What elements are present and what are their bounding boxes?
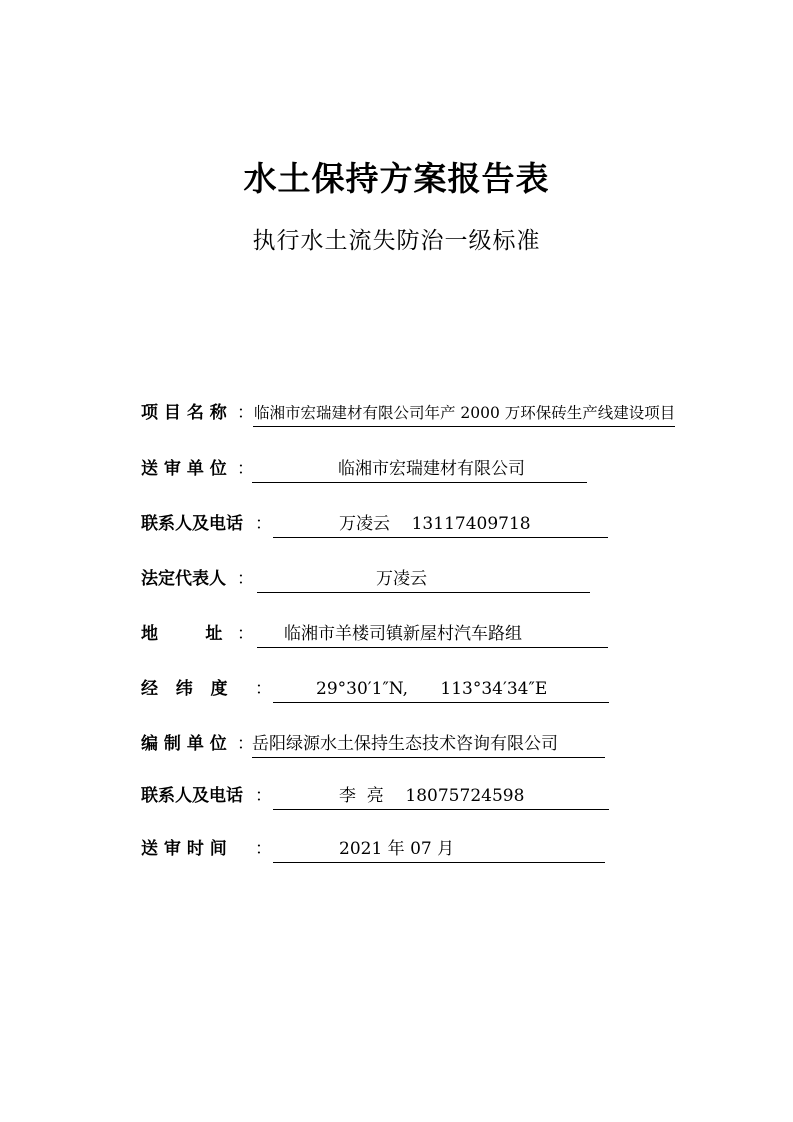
field-value-submission-date: 2021 年 07 月 <box>339 839 455 859</box>
field-value-contact-phone-2: 李 亮 18075724598 <box>339 786 525 806</box>
field-value-contact-phone: 万凌云 13117409718 <box>339 514 531 534</box>
field-colon: ： <box>255 839 272 859</box>
field-colon: ： <box>255 514 272 534</box>
field-colon: ： <box>237 569 254 589</box>
field-colon: ： <box>237 624 254 644</box>
field-value-preparing-unit: 岳阳绿源水土保持生态技术咨询有限公司 <box>252 734 558 754</box>
field-label-contact-phone: 联系人及电话 <box>141 514 243 534</box>
document-title: 水土保持方案报告表 <box>243 159 550 198</box>
field-colon: ： <box>237 734 254 754</box>
field-label-submission-date: 送 审 时 间 <box>141 839 227 859</box>
field-label-contact-phone-2: 联系人及电话 <box>141 786 243 806</box>
field-row-address <box>141 620 621 648</box>
field-value-submitting-unit: 临湘市宏瑞建材有限公司 <box>338 459 525 479</box>
field-label-preparing-unit: 编 制 单 位 <box>141 734 227 754</box>
field-row-coordinates <box>141 675 621 703</box>
field-row-preparing-unit <box>141 730 621 758</box>
field-row-legal-representative <box>141 565 601 593</box>
field-value-project-name: 临湘市宏瑞建材有限公司年产 2000 万环保砖生产线建设项目 <box>254 404 676 422</box>
document-subtitle: 执行水土流失防治一级标准 <box>252 228 541 254</box>
field-row-submitting-unit <box>141 455 601 483</box>
field-value-legal-representative: 万凌云 <box>376 569 427 589</box>
field-colon: ： <box>237 459 254 479</box>
field-label-legal-representative: 法定代表人 <box>141 569 226 589</box>
field-row-submission-date <box>141 835 621 863</box>
field-label-address: 地 址 <box>141 624 223 644</box>
field-row-contact-phone-2 <box>141 782 621 810</box>
field-value-coordinates: 29°30′1″N, 113°34′34″E <box>316 679 548 699</box>
field-colon: ： <box>255 679 272 699</box>
field-label-project-name: 项 目 名 称 <box>141 403 227 423</box>
field-colon: ： <box>255 786 272 806</box>
field-label-submitting-unit: 送 审 单 位 <box>141 459 227 479</box>
field-row-contact-phone <box>141 510 621 538</box>
field-colon: ： <box>237 403 254 423</box>
field-label-coordinates: 经 纬 度 <box>141 679 228 699</box>
field-value-address: 临湘市羊楼司镇新屋村汽车路组 <box>284 624 522 644</box>
field-row-project-name <box>141 399 681 427</box>
